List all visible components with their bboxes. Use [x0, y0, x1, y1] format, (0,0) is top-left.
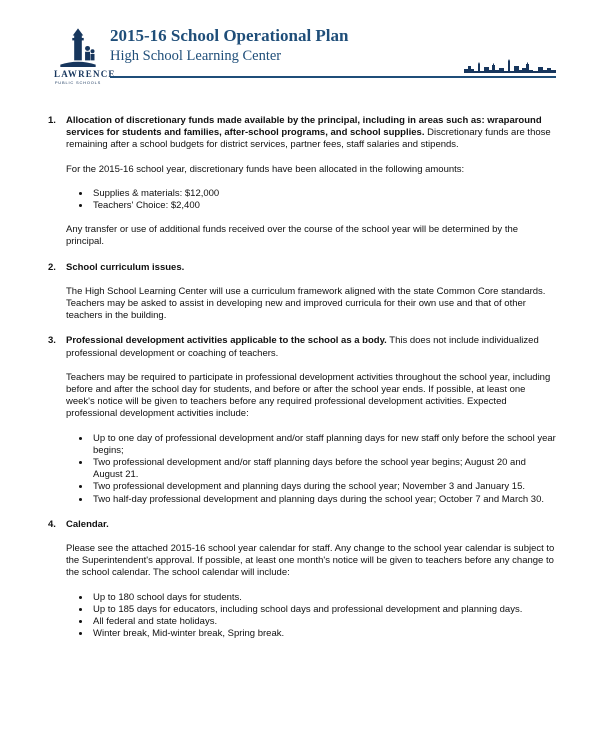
- header-rule: [110, 65, 556, 78]
- item-number: 4.: [48, 518, 56, 530]
- bullet-item: • Up to 180 school days for students.: [91, 592, 556, 604]
- bullet-item: • Two half-day professional development and planning days during the school year; October 7 and March 30.: [91, 494, 556, 506]
- item-lead-rest: This does not include individualized professional development or coaching of teachers.: [66, 335, 539, 359]
- bullet-item: • Two professional development and planning days during the school year; November 3 and January 15.: [91, 481, 556, 493]
- item-number: 1.: [48, 115, 56, 126]
- paragraph: The High School Learning Center will use a curriculum framework aligned with the state Common Core standards. Teachers may be asked to assist in developing new and improved curricula for their own use and that of other teachers in the building.: [66, 285, 546, 322]
- numbered-item-1: [48, 115, 556, 249]
- numbered-item-2: [48, 262, 556, 323]
- item-content: [66, 335, 556, 505]
- bullet-item: • Winter break, Mid-winter break, Spring break.: [91, 628, 556, 640]
- item-intro: [66, 262, 556, 274]
- item-lead: Allocation of discretionary funds made available by the principal, including in areas such as: wraparound services for students and families, after-school programs, and school supplies.: [66, 115, 542, 139]
- lawrence-tower-icon: [54, 26, 102, 68]
- item-intro: [66, 519, 556, 531]
- item-intro: [66, 115, 556, 152]
- paragraph: Please see the attached 2015-16 school year calendar for staff. Any change to the school year calendar is subject to the Superintendent's approval. If possible, at least one month's notice will be given to teachers before any change to the school calendar. The school calendar will include:: [66, 543, 555, 579]
- item-content: [66, 115, 556, 249]
- document-body: [0, 85, 600, 641]
- document-subtitle: High School Learning Center: [110, 48, 282, 64]
- bullet-list: [66, 592, 556, 641]
- document-title: 2015-16 School Operational Plan: [110, 26, 349, 45]
- bullet-list: [66, 433, 556, 506]
- bullet-item: • Supplies & materials: $12,000: [91, 188, 556, 200]
- item-intro: [66, 335, 556, 359]
- item-content: [66, 519, 556, 641]
- paragraph: Any transfer or use of additional funds received over the course of the school year will be determined by the principal.: [66, 224, 519, 248]
- bullet-item: • All federal and state holidays.: [91, 616, 556, 628]
- item-number: 3.: [48, 335, 56, 347]
- bullet-item: • Teachers' Choice: $2,400: [91, 200, 556, 212]
- title-block: [110, 26, 556, 78]
- item-lead-rest: Discretionary funds are those remaining after a school budgets for district services, partner fees, staff salaries and stipends.: [66, 127, 551, 151]
- paragraph: For the 2015-16 school year, discretionary funds have been allocated in the following amounts:: [66, 163, 465, 175]
- bullet-item: • Up to 185 days for educators, including school days and professional development and planning days.: [91, 604, 556, 616]
- numbered-item-3: [48, 335, 556, 505]
- bullet-list: [66, 188, 556, 212]
- logo-subtext: PUBLIC SCHOOLS: [54, 80, 102, 85]
- bullet-item: • Two professional development and/or staff planning days before the school year begins; August 20 and August 21.: [91, 457, 556, 481]
- numbered-item-4: [48, 519, 556, 641]
- lawrence-logo: [54, 26, 116, 85]
- city-skyline-icon: [464, 58, 556, 78]
- item-lead: Professional development activities applicable to the school as a body.: [66, 335, 387, 347]
- paragraph: Teachers may be required to participate in professional development activities throughout the school year, including before and after the school day for students, and before or after the school year ends. If possible, at least one week's notice will be given to teachers before any required professional development activities. Expected professional development activities include:: [66, 371, 551, 420]
- bullet-item: • Up to one day of professional development and/or staff planning days for new staff only before the school year begins;: [91, 433, 556, 457]
- item-number: 2.: [48, 261, 56, 273]
- item-lead: School curriculum issues.: [66, 261, 185, 273]
- item-content: [66, 262, 556, 323]
- item-lead: Calendar.: [66, 518, 109, 530]
- logo-name: LAWRENCE: [54, 69, 116, 79]
- document-header: [0, 0, 600, 85]
